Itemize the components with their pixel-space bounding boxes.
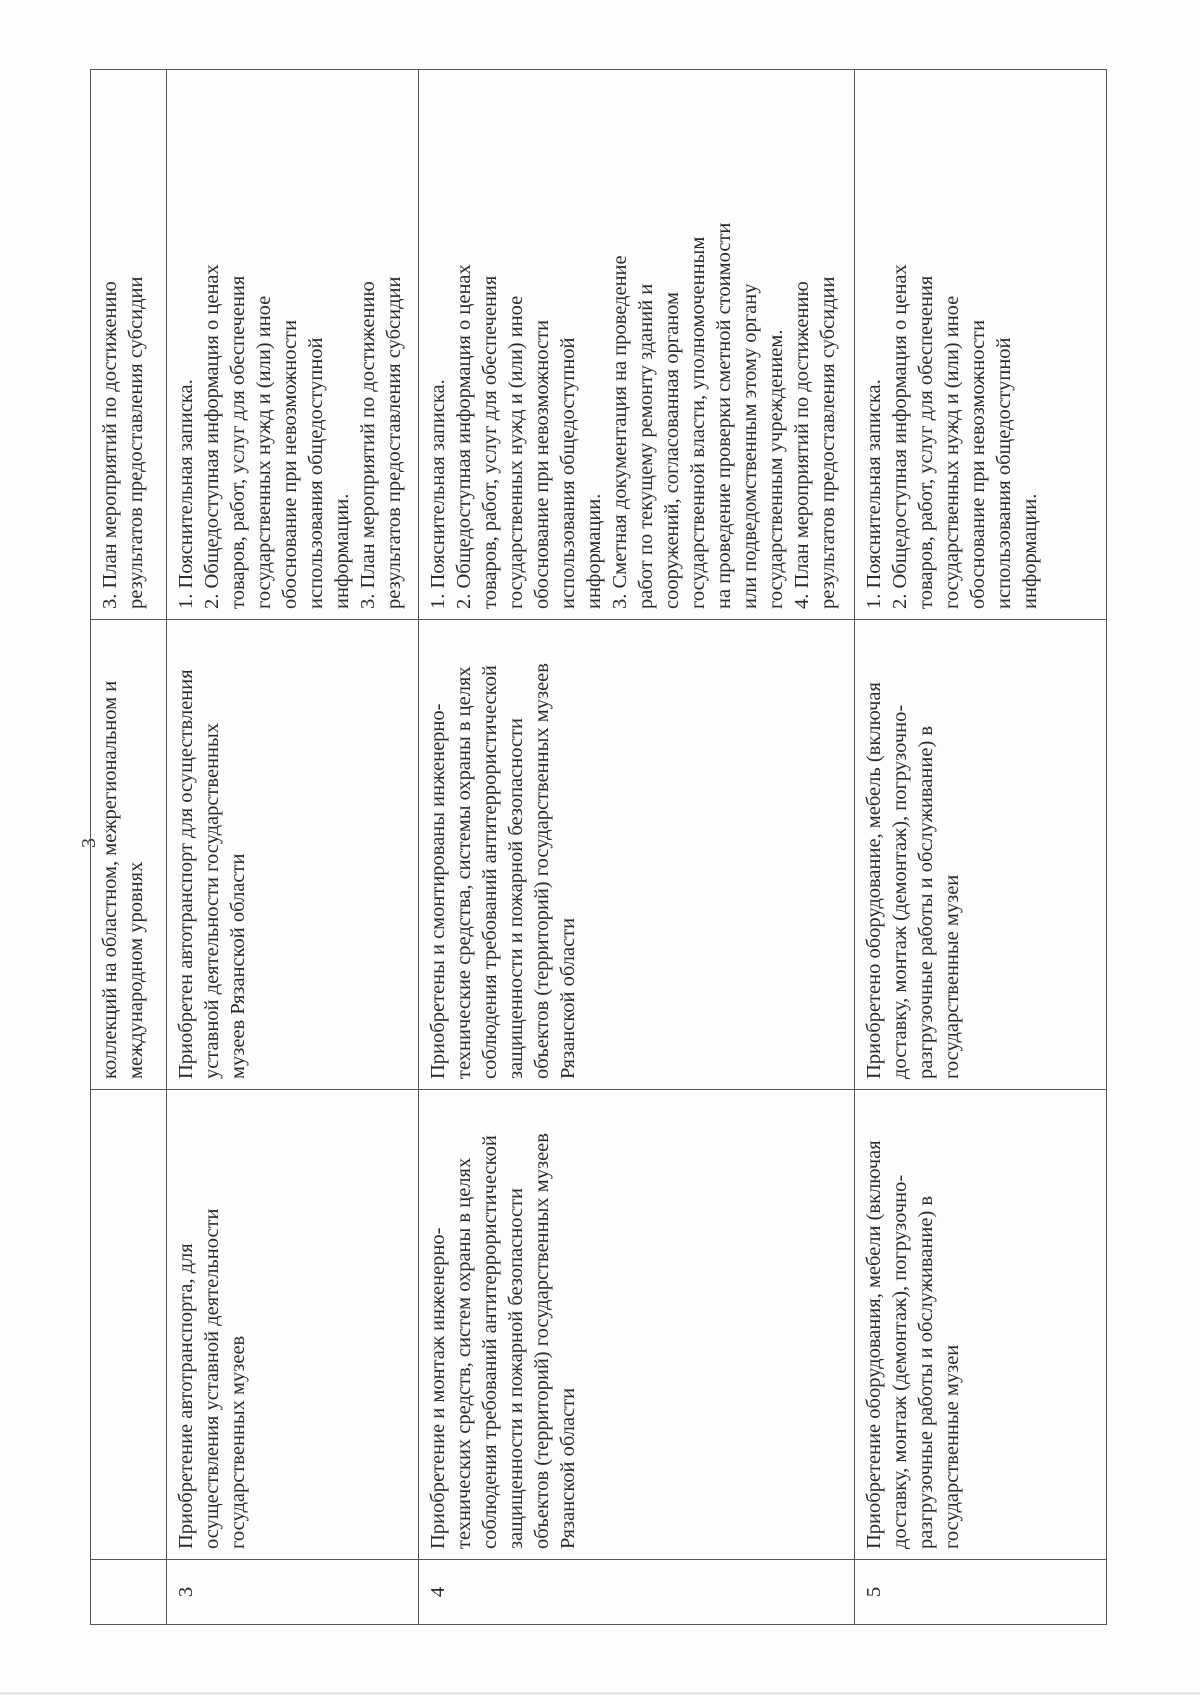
documents-line: 2. Общедоступная информация о ценах <box>889 264 911 609</box>
documents-line: информации. <box>583 493 605 609</box>
documents-line: результатов предоставления субсидии <box>817 276 839 609</box>
result-cell <box>419 620 855 1090</box>
documents-line: информации. <box>331 493 353 609</box>
table-body <box>91 70 1107 1625</box>
documents-line: государственных нужд и (или) иное <box>505 295 527 609</box>
result-cell <box>167 620 419 1090</box>
page-number: 3 <box>78 838 100 848</box>
documents-line: обоснование при невозможности <box>531 319 553 609</box>
direction-cell <box>167 1090 419 1560</box>
direction-line: защищенности и пожарной безопасности <box>505 1188 527 1549</box>
result-line: Приобретен автотранспорт для осуществления <box>175 669 197 1079</box>
documents-line: товаров, работ, услуг для обеспечения <box>915 275 937 609</box>
result-line: защищенности и пожарной безопасности <box>505 718 527 1079</box>
result-line: Рязанской области <box>557 917 579 1079</box>
documents-cell <box>855 70 1107 620</box>
documents-line: государственных нужд и (или) иное <box>253 295 275 609</box>
direction-cell <box>91 1090 167 1560</box>
documents-line: или подведомственным этому органу <box>739 283 761 609</box>
documents-line: 3. План мероприятий по достижению <box>99 281 121 609</box>
documents-line: государственным учреждением. <box>765 329 787 609</box>
documents-line: результатов предоставления субсидии <box>383 276 405 609</box>
direction-cell <box>419 1090 855 1560</box>
documents-line: 1. Пояснительная записка. <box>175 379 197 609</box>
result-line: музеев Рязанской области <box>227 853 249 1079</box>
direction-line: Приобретение оборудования, мебели (включая <box>863 1140 885 1549</box>
documents-line: информации. <box>1019 493 1041 609</box>
direction-line: Рязанской области <box>557 1387 579 1549</box>
result-line: Приобретены и смонтированы инженерно- <box>427 703 449 1079</box>
documents-cell <box>419 70 855 620</box>
documents-line: сооружений, согласованная органом <box>661 291 683 609</box>
direction-line: государственные музеи <box>941 1344 963 1549</box>
result-line: соблюдения требований антитеррористической <box>479 665 501 1079</box>
table-row <box>855 70 1107 1625</box>
documents-line: 1. Пояснительная записка. <box>427 379 449 609</box>
result-line: объектов (территорий) государственных музеев <box>531 663 553 1079</box>
direction-line: государственных музеев <box>227 1335 249 1549</box>
documents-line: 3. План мероприятий по достижению <box>357 281 379 609</box>
documents-line: на проведение проверки сметной стоимости <box>713 222 735 609</box>
subsidy-documents-table <box>90 69 1107 1625</box>
row-number-cell <box>91 1560 167 1625</box>
result-cell <box>855 620 1107 1090</box>
result-line: коллекций на областном, межрегиональном и <box>99 680 121 1079</box>
documents-line: товаров, работ, услуг для обеспечения <box>227 275 249 609</box>
row-number-cell: 5 <box>855 1560 1107 1625</box>
direction-line: соблюдения требований антитеррористической <box>479 1135 501 1549</box>
direction-line: объектов (территорий) государственных музеев <box>531 1133 553 1549</box>
documents-line: 2. Общедоступная информация о ценах <box>201 264 223 609</box>
documents-line: государственной власти, уполномоченным <box>687 236 709 609</box>
direction-line: доставку, монтаж (демонтаж), погрузочно- <box>889 1174 911 1549</box>
result-line: государственные музеи <box>941 874 963 1079</box>
documents-line: использования общедоступной <box>993 337 1015 609</box>
result-cell <box>91 620 167 1090</box>
result-line: доставку, монтаж (демонтаж), погрузочно- <box>889 704 911 1079</box>
documents-line: товаров, работ, услуг для обеспечения <box>479 275 501 609</box>
documents-line: результатов предоставления субсидии <box>125 276 147 609</box>
documents-line: 1. Пояснительная записка. <box>863 379 885 609</box>
direction-line: осуществления уставной деятельности <box>201 1208 223 1549</box>
documents-line: обоснование при невозможности <box>279 319 301 609</box>
result-line: международном уровнях <box>125 861 147 1079</box>
documents-cell <box>167 70 419 620</box>
result-line: уставной деятельности государственных <box>201 722 223 1079</box>
direction-line: технических средств, систем охраны в целях <box>453 1157 475 1549</box>
documents-line: 2. Общедоступная информация о ценах <box>453 264 475 609</box>
direction-line: разгрузочные работы и обслуживание) в <box>915 1195 937 1549</box>
documents-cell <box>91 70 167 620</box>
row-number-cell: 3 <box>167 1560 419 1625</box>
result-line: Приобретено оборудование, мебель (включая <box>863 682 885 1079</box>
direction-line: Приобретение автотранспорта, для <box>175 1243 197 1549</box>
documents-line: обоснование при невозможности <box>967 319 989 609</box>
result-line: разгрузочные работы и обслуживание) в <box>915 725 937 1079</box>
documents-line: работ по текущему ремонту зданий и <box>635 283 657 609</box>
documents-line: использования общедоступной <box>305 337 327 609</box>
table-row <box>419 70 855 1625</box>
table-row <box>167 70 419 1625</box>
result-line: технические средства, системы охраны в целях <box>453 666 475 1079</box>
direction-line: Приобретение и монтаж инженерно- <box>427 1227 449 1549</box>
documents-line: использования общедоступной <box>557 337 579 609</box>
table-row <box>91 70 167 1625</box>
direction-cell <box>855 1090 1107 1560</box>
row-number-cell: 4 <box>419 1560 855 1625</box>
documents-line: 4. План мероприятий по достижению <box>791 281 813 609</box>
documents-line: государственных нужд и (или) иное <box>941 295 963 609</box>
documents-line: 3. Сметная документация на проведение <box>609 255 631 609</box>
